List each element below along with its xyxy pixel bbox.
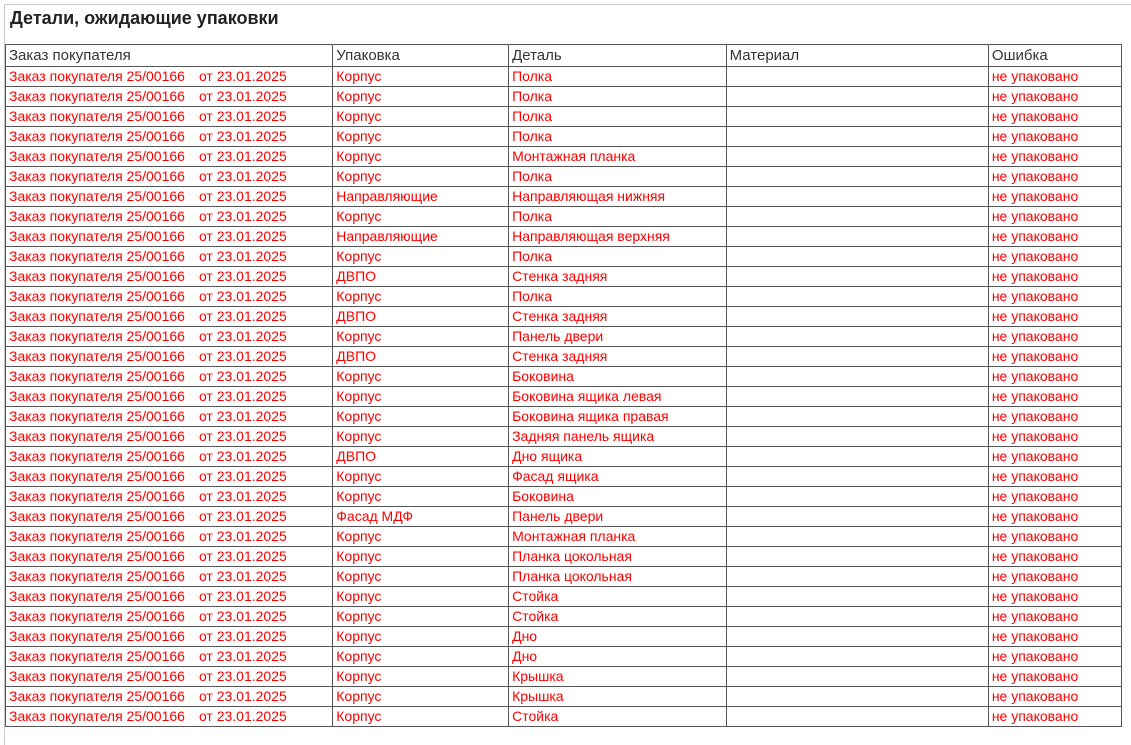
order-number: Заказ покупателя 25/00166 (9, 368, 185, 384)
order-cell[interactable] (6, 107, 333, 127)
order-number: Заказ покупателя 25/00166 (9, 488, 185, 504)
package-cell[interactable]: Корпус (333, 367, 509, 387)
part-cell[interactable]: Планка цокольная (509, 547, 727, 567)
material-cell[interactable] (726, 187, 988, 207)
package-cell[interactable]: Корпус (333, 287, 509, 307)
package-cell[interactable]: Корпус (333, 647, 509, 667)
order-cell[interactable] (6, 607, 333, 627)
package-cell[interactable]: Корпус (333, 667, 509, 687)
order-date: от 23.01.2025 (198, 628, 287, 644)
error-cell[interactable]: не упаковано (988, 267, 1121, 287)
material-cell[interactable] (726, 87, 988, 107)
table-row[interactable] (6, 107, 1122, 127)
material-cell[interactable] (726, 227, 988, 247)
package-cell[interactable]: Корпус (333, 627, 509, 647)
order-date: от 23.01.2025 (198, 448, 287, 464)
error-cell[interactable]: не упаковано (988, 67, 1121, 87)
part-cell[interactable]: Планка цокольная (509, 567, 727, 587)
error-cell[interactable]: не упаковано (988, 107, 1121, 127)
package-cell[interactable]: Направляющие (333, 227, 509, 247)
order-number: Заказ покупателя 25/00166 (9, 308, 185, 324)
table-row[interactable] (6, 667, 1122, 687)
order-cell[interactable] (6, 67, 333, 87)
error-cell[interactable]: не упаковано (988, 287, 1121, 307)
package-cell[interactable]: Корпус (333, 587, 509, 607)
part-cell[interactable]: Боковина (509, 487, 727, 507)
order-cell[interactable] (6, 687, 333, 707)
order-number: Заказ покупателя 25/00166 (9, 168, 185, 184)
part-cell[interactable]: Дно (509, 627, 727, 647)
order-date: от 23.01.2025 (198, 488, 287, 504)
order-date: от 23.01.2025 (198, 128, 287, 144)
order-cell[interactable] (6, 447, 333, 467)
package-cell[interactable]: Корпус (333, 467, 509, 487)
part-cell[interactable]: Монтажная планка (509, 527, 727, 547)
error-cell[interactable]: не упаковано (988, 707, 1121, 727)
material-cell[interactable] (726, 67, 988, 87)
error-cell[interactable]: не упаковано (988, 507, 1121, 527)
table-row[interactable] (6, 567, 1122, 587)
table-row[interactable] (6, 227, 1122, 247)
package-cell[interactable]: Корпус (333, 247, 509, 267)
table-row[interactable] (6, 387, 1122, 407)
order-number: Заказ покупателя 25/00166 (9, 328, 185, 344)
order-number: Заказ покупателя 25/00166 (9, 568, 185, 584)
table-row[interactable] (6, 467, 1122, 487)
part-cell[interactable]: Полка (509, 287, 727, 307)
order-cell[interactable] (6, 407, 333, 427)
package-cell[interactable]: Корпус (333, 127, 509, 147)
package-cell[interactable]: Корпус (333, 487, 509, 507)
order-number: Заказ покупателя 25/00166 (9, 388, 185, 404)
order-cell[interactable] (6, 367, 333, 387)
order-date: от 23.01.2025 (198, 248, 287, 264)
material-cell[interactable] (726, 267, 988, 287)
order-number: Заказ покупателя 25/00166 (9, 408, 185, 424)
order-cell[interactable] (6, 507, 333, 527)
error-cell[interactable]: не упаковано (988, 647, 1121, 667)
order-date: от 23.01.2025 (198, 568, 287, 584)
order-cell[interactable] (6, 627, 333, 647)
error-cell[interactable]: не упаковано (988, 127, 1121, 147)
order-date: от 23.01.2025 (198, 708, 287, 724)
package-cell[interactable]: Корпус (333, 407, 509, 427)
part-cell[interactable]: Панель двери (509, 327, 727, 347)
order-date: от 23.01.2025 (198, 548, 287, 564)
part-cell[interactable]: Направляющая нижняя (509, 187, 727, 207)
error-cell[interactable]: не упаковано (988, 427, 1121, 447)
part-cell[interactable]: Крышка (509, 687, 727, 707)
order-cell[interactable] (6, 227, 333, 247)
material-cell[interactable] (726, 487, 988, 507)
order-number: Заказ покупателя 25/00166 (9, 588, 185, 604)
error-cell[interactable]: не упаковано (988, 447, 1121, 467)
table-row[interactable] (6, 447, 1122, 467)
order-date: от 23.01.2025 (198, 328, 287, 344)
order-date: от 23.01.2025 (198, 408, 287, 424)
order-cell[interactable] (6, 287, 333, 307)
column-header-package[interactable]: Упаковка (333, 45, 509, 67)
table-row[interactable] (6, 87, 1122, 107)
material-cell[interactable] (726, 707, 988, 727)
order-cell[interactable] (6, 147, 333, 167)
part-cell[interactable]: Стенка задняя (509, 307, 727, 327)
order-date: от 23.01.2025 (198, 288, 287, 304)
order-number: Заказ покупателя 25/00166 (9, 128, 185, 144)
error-cell[interactable]: не упаковано (988, 167, 1121, 187)
order-number: Заказ покупателя 25/00166 (9, 708, 185, 724)
part-cell[interactable]: Монтажная планка (509, 147, 727, 167)
table-row[interactable] (6, 547, 1122, 567)
material-cell[interactable] (726, 367, 988, 387)
package-cell[interactable]: Корпус (333, 687, 509, 707)
part-cell[interactable]: Направляющая верхняя (509, 227, 727, 247)
table-row[interactable] (6, 527, 1122, 547)
package-cell[interactable]: ДВПО (333, 347, 509, 367)
order-number: Заказ покупателя 25/00166 (9, 668, 185, 684)
order-cell[interactable] (6, 347, 333, 367)
table-row[interactable] (6, 507, 1122, 527)
order-date: от 23.01.2025 (198, 528, 287, 544)
order-number: Заказ покупателя 25/00166 (9, 628, 185, 644)
table-row[interactable] (6, 367, 1122, 387)
material-cell[interactable] (726, 387, 988, 407)
package-cell[interactable]: Корпус (333, 87, 509, 107)
package-cell[interactable]: Корпус (333, 167, 509, 187)
error-cell[interactable]: не упаковано (988, 527, 1121, 547)
order-cell[interactable] (6, 207, 333, 227)
error-cell[interactable]: не упаковано (988, 347, 1121, 367)
error-cell[interactable]: не упаковано (988, 387, 1121, 407)
package-cell[interactable]: Корпус (333, 567, 509, 587)
error-cell[interactable]: не упаковано (988, 367, 1121, 387)
table-row[interactable] (6, 407, 1122, 427)
error-cell[interactable]: не упаковано (988, 667, 1121, 687)
part-cell[interactable]: Стенка задняя (509, 267, 727, 287)
material-cell[interactable] (726, 667, 988, 687)
order-number: Заказ покупателя 25/00166 (9, 688, 185, 704)
order-date: от 23.01.2025 (198, 588, 287, 604)
part-cell[interactable]: Дно (509, 647, 727, 667)
order-cell[interactable] (6, 127, 333, 147)
order-date: от 23.01.2025 (198, 108, 287, 124)
package-cell[interactable]: Корпус (333, 427, 509, 447)
order-date: от 23.01.2025 (198, 668, 287, 684)
order-date: от 23.01.2025 (198, 148, 287, 164)
part-cell[interactable]: Полка (509, 207, 727, 227)
order-cell[interactable] (6, 87, 333, 107)
table-row[interactable] (6, 307, 1122, 327)
order-number: Заказ покупателя 25/00166 (9, 248, 185, 264)
order-date: от 23.01.2025 (198, 688, 287, 704)
order-date: от 23.01.2025 (198, 308, 287, 324)
order-cell[interactable] (6, 567, 333, 587)
part-cell[interactable]: Стойка (509, 587, 727, 607)
table-row[interactable] (6, 587, 1122, 607)
package-cell[interactable]: ДВПО (333, 267, 509, 287)
order-number: Заказ покупателя 25/00166 (9, 68, 185, 84)
table-row[interactable] (6, 347, 1122, 367)
order-date: от 23.01.2025 (198, 68, 287, 84)
error-cell[interactable]: не упаковано (988, 627, 1121, 647)
material-cell[interactable] (726, 307, 988, 327)
error-cell[interactable]: не упаковано (988, 247, 1121, 267)
order-date: от 23.01.2025 (198, 208, 287, 224)
package-cell[interactable]: ДВПО (333, 447, 509, 467)
order-number: Заказ покупателя 25/00166 (9, 268, 185, 284)
table-row[interactable] (6, 247, 1122, 267)
table-row[interactable] (6, 167, 1122, 187)
material-cell[interactable] (726, 607, 988, 627)
package-cell[interactable]: Корпус (333, 547, 509, 567)
order-number: Заказ покупателя 25/00166 (9, 88, 185, 104)
material-cell[interactable] (726, 447, 988, 467)
error-cell[interactable]: не упаковано (988, 327, 1121, 347)
table-header-row (6, 45, 1122, 67)
table-row[interactable] (6, 607, 1122, 627)
column-header-order[interactable]: Заказ покупателя (6, 45, 333, 67)
material-cell[interactable] (726, 247, 988, 267)
package-cell[interactable]: Корпус (333, 107, 509, 127)
part-cell[interactable]: Крышка (509, 667, 727, 687)
order-number: Заказ покупателя 25/00166 (9, 228, 185, 244)
package-cell[interactable]: ДВПО (333, 307, 509, 327)
material-cell[interactable] (726, 567, 988, 587)
order-cell[interactable] (6, 527, 333, 547)
column-header-material[interactable]: Материал (726, 45, 988, 67)
table-row[interactable] (6, 147, 1122, 167)
material-cell[interactable] (726, 107, 988, 127)
order-date: от 23.01.2025 (198, 228, 287, 244)
order-date: от 23.01.2025 (198, 388, 287, 404)
material-cell[interactable] (726, 287, 988, 307)
material-cell[interactable] (726, 207, 988, 227)
table-row[interactable] (6, 187, 1122, 207)
order-date: от 23.01.2025 (198, 608, 287, 624)
order-cell[interactable] (6, 307, 333, 327)
table-row[interactable] (6, 267, 1122, 287)
order-cell[interactable] (6, 247, 333, 267)
order-cell[interactable] (6, 327, 333, 347)
material-cell[interactable] (726, 687, 988, 707)
package-cell[interactable]: Фасад МДФ (333, 507, 509, 527)
order-cell[interactable] (6, 707, 333, 727)
order-cell[interactable] (6, 667, 333, 687)
part-cell[interactable]: Полка (509, 167, 727, 187)
error-cell[interactable]: не упаковано (988, 147, 1121, 167)
order-cell[interactable] (6, 647, 333, 667)
table-row[interactable] (6, 127, 1122, 147)
part-cell[interactable]: Фасад ящика (509, 467, 727, 487)
column-header-part[interactable]: Деталь (509, 45, 727, 67)
order-number: Заказ покупателя 25/00166 (9, 468, 185, 484)
part-cell[interactable]: Полка (509, 87, 727, 107)
order-cell[interactable] (6, 487, 333, 507)
table-row[interactable] (6, 487, 1122, 507)
material-cell[interactable] (726, 647, 988, 667)
part-cell[interactable]: Стенка задняя (509, 347, 727, 367)
part-cell[interactable]: Панель двери (509, 507, 727, 527)
material-cell[interactable] (726, 127, 988, 147)
part-cell[interactable]: Стойка (509, 707, 727, 727)
error-cell[interactable]: не упаковано (988, 407, 1121, 427)
error-cell[interactable]: не упаковано (988, 187, 1121, 207)
material-cell[interactable] (726, 627, 988, 647)
part-cell[interactable]: Полка (509, 127, 727, 147)
material-cell[interactable] (726, 527, 988, 547)
order-number: Заказ покупателя 25/00166 (9, 648, 185, 664)
column-header-error[interactable]: Ошибка (988, 45, 1121, 67)
table-row[interactable] (6, 327, 1122, 347)
order-date: от 23.01.2025 (198, 508, 287, 524)
package-cell[interactable]: Направляющие (333, 187, 509, 207)
order-date: от 23.01.2025 (198, 348, 287, 364)
part-cell[interactable]: Полка (509, 247, 727, 267)
package-cell[interactable]: Корпус (333, 387, 509, 407)
order-number: Заказ покупателя 25/00166 (9, 528, 185, 544)
package-cell[interactable]: Корпус (333, 327, 509, 347)
part-cell[interactable]: Боковина (509, 367, 727, 387)
order-cell[interactable] (6, 387, 333, 407)
table-row[interactable] (6, 707, 1122, 727)
material-cell[interactable] (726, 347, 988, 367)
order-cell[interactable] (6, 187, 333, 207)
table-body (6, 67, 1122, 727)
error-cell[interactable]: не упаковано (988, 547, 1121, 567)
order-number: Заказ покупателя 25/00166 (9, 108, 185, 124)
order-date: от 23.01.2025 (198, 268, 287, 284)
table-row[interactable] (6, 67, 1122, 87)
part-cell[interactable]: Боковина ящика правая (509, 407, 727, 427)
package-cell[interactable]: Корпус (333, 207, 509, 227)
order-date: от 23.01.2025 (198, 188, 287, 204)
error-cell[interactable]: не упаковано (988, 307, 1121, 327)
order-cell[interactable] (6, 167, 333, 187)
package-cell[interactable]: Корпус (333, 67, 509, 87)
error-cell[interactable]: не упаковано (988, 587, 1121, 607)
error-cell[interactable]: не упаковано (988, 87, 1121, 107)
order-cell[interactable] (6, 467, 333, 487)
material-cell[interactable] (726, 507, 988, 527)
error-cell[interactable]: не упаковано (988, 207, 1121, 227)
package-cell[interactable]: Корпус (333, 607, 509, 627)
order-cell[interactable] (6, 267, 333, 287)
error-cell[interactable]: не упаковано (988, 567, 1121, 587)
table-row[interactable] (6, 207, 1122, 227)
order-date: от 23.01.2025 (198, 468, 287, 484)
material-cell[interactable] (726, 147, 988, 167)
part-cell[interactable]: Боковина ящика левая (509, 387, 727, 407)
error-cell[interactable]: не упаковано (988, 607, 1121, 627)
table-row[interactable] (6, 627, 1122, 647)
table-row[interactable] (6, 427, 1122, 447)
table-row[interactable] (6, 687, 1122, 707)
order-number: Заказ покупателя 25/00166 (9, 288, 185, 304)
part-cell[interactable]: Стойка (509, 607, 727, 627)
table-row[interactable] (6, 287, 1122, 307)
page-title: Детали, ожидающие упаковки (10, 8, 279, 28)
order-date: от 23.01.2025 (198, 168, 287, 184)
order-date: от 23.01.2025 (198, 88, 287, 104)
order-number: Заказ покупателя 25/00166 (9, 348, 185, 364)
part-cell[interactable]: Полка (509, 67, 727, 87)
error-cell[interactable]: не упаковано (988, 467, 1121, 487)
material-cell[interactable] (726, 467, 988, 487)
order-date: от 23.01.2025 (198, 368, 287, 384)
table-row[interactable] (6, 647, 1122, 667)
order-number: Заказ покупателя 25/00166 (9, 188, 185, 204)
package-cell[interactable]: Корпус (333, 527, 509, 547)
order-date: от 23.01.2025 (198, 648, 287, 664)
part-cell[interactable]: Задняя панель ящика (509, 427, 727, 447)
material-cell[interactable] (726, 327, 988, 347)
order-number: Заказ покупателя 25/00166 (9, 428, 185, 444)
order-number: Заказ покупателя 25/00166 (9, 508, 185, 524)
order-number: Заказ покупателя 25/00166 (9, 448, 185, 464)
error-cell[interactable]: не упаковано (988, 687, 1121, 707)
error-cell[interactable]: не упаковано (988, 487, 1121, 507)
material-cell[interactable] (726, 407, 988, 427)
order-number: Заказ покупателя 25/00166 (9, 148, 185, 164)
material-cell[interactable] (726, 427, 988, 447)
package-cell[interactable]: Корпус (333, 147, 509, 167)
order-cell[interactable] (6, 547, 333, 567)
order-date: от 23.01.2025 (198, 428, 287, 444)
order-cell[interactable] (6, 587, 333, 607)
order-cell[interactable] (6, 427, 333, 447)
material-cell[interactable] (726, 587, 988, 607)
part-cell[interactable]: Полка (509, 107, 727, 127)
order-number: Заказ покупателя 25/00166 (9, 608, 185, 624)
material-cell[interactable] (726, 547, 988, 567)
package-cell[interactable]: Корпус (333, 707, 509, 727)
part-cell[interactable]: Дно ящика (509, 447, 727, 467)
material-cell[interactable] (726, 167, 988, 187)
order-number: Заказ покупателя 25/00166 (9, 208, 185, 224)
error-cell[interactable]: не упаковано (988, 227, 1121, 247)
packing-table (5, 44, 1122, 727)
order-number: Заказ покупателя 25/00166 (9, 548, 185, 564)
